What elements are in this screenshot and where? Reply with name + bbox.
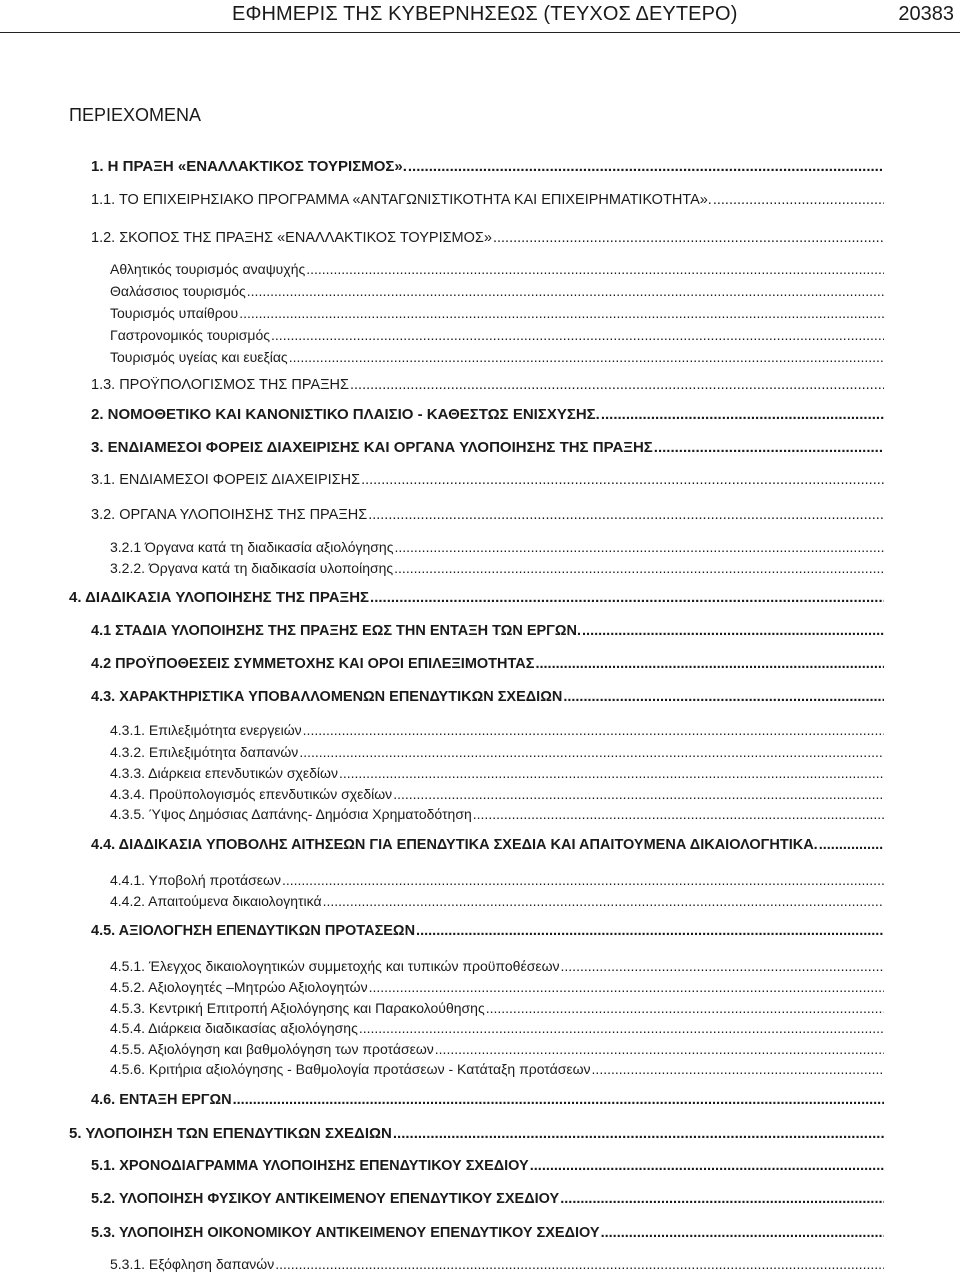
toc-entry-sub[interactable] — [110, 1041, 884, 1057]
toc-leader-dots — [359, 1020, 884, 1036]
toc-entry-sub[interactable] — [110, 806, 884, 822]
toc-leader-dots — [560, 1191, 884, 1207]
toc-entry-text: 4.5. ΑΞΙΟΛΟΓΗΣΗ ΕΠΕΝΔΥΤΙΚΩΝ ΠΡΟΤΑΣΕΩΝ — [91, 923, 416, 939]
toc-entry-text: 4. ΔΙΑΔΙΚΑΣΙΑ ΥΛΟΠΟΙΗΣΗΣ ΤΗΣ ΠΡΑΞΗΣ — [69, 589, 370, 606]
toc-entry-text: 4.2 ΠΡΟΫΠΟΘΕΣΕΙΣ ΣΥΜΜΕΤΟΧΗΣ ΚΑΙ ΟΡΟΙ ΕΠΙΛΕΞΙΜΟΤΗΤΑΣ — [91, 656, 535, 672]
toc-leader-dots — [339, 765, 884, 781]
toc-leader-dots — [592, 1061, 884, 1077]
toc-leader-dots — [239, 305, 884, 321]
toc-entry-sub[interactable] — [110, 872, 884, 888]
toc-leader-dots — [435, 1041, 884, 1057]
toc-entry-sub[interactable] — [110, 1020, 884, 1036]
toc-entry-sub[interactable] — [110, 765, 884, 781]
toc-leader-dots — [408, 158, 884, 175]
toc-entry-1[interactable] — [91, 158, 884, 175]
toc-entry-text: 3.2. ΟΡΓΑΝΑ ΥΛΟΠΟΙΗΣΗΣ ΤΗΣ ΠΡΑΞΗΣ — [91, 507, 368, 523]
toc-entry-text: Γαστρονομικός τουρισμός — [110, 327, 271, 343]
toc-entry-text: 4.5.3. Κεντρική Επιτροπή Αξιολόγησης και Παρακολούθησης — [110, 1000, 485, 1016]
toc-entry-2[interactable] — [91, 406, 884, 423]
toc-entry-text: 4.4.2. Απαιτούμενα δικαιολογητικά — [110, 893, 322, 909]
toc-leader-dots — [530, 1158, 884, 1174]
toc-entry-text: 4.3.4. Προϋπολογισμός επενδυτικών σχεδίων — [110, 786, 393, 802]
toc-entry-4-5[interactable] — [91, 923, 884, 939]
toc-leader-dots — [350, 377, 884, 393]
toc-entry-text: 5.1. ΧΡΟΝΟΔΙΑΓΡΑΜΜΑ ΥΛΟΠΟΙΗΣΗΣ ΕΠΕΝΔΥΤΙΚΟΥ ΣΧΕΔΙΟΥ — [91, 1158, 529, 1174]
toc-heading: ΠΕΡΙΕΧΟΜΕΝΑ — [69, 105, 202, 125]
toc-entry-5-3[interactable] — [91, 1225, 884, 1241]
toc-entry-4-6[interactable] — [91, 1092, 884, 1108]
toc-leader-dots — [394, 560, 884, 576]
toc-entry-text: 4.5.2. Αξιολογητές –Μητρώο Αξιολογητών — [110, 979, 368, 995]
toc-entry-text: 4.5.5. Αξιολόγηση και βαθμολόγηση των προτάσεων — [110, 1041, 434, 1057]
toc-entry-sub[interactable] — [110, 1061, 884, 1077]
toc-entry-4-1[interactable] — [91, 623, 884, 639]
toc-entry-sub[interactable] — [110, 349, 884, 365]
toc-leader-dots — [416, 923, 884, 939]
toc-entry-3[interactable] — [91, 439, 884, 456]
toc-leader-dots — [271, 327, 884, 343]
toc-leader-dots — [563, 689, 884, 705]
toc-entry-sub[interactable] — [110, 958, 884, 974]
toc-entry-4-3[interactable] — [91, 689, 884, 705]
toc-leader-dots — [289, 349, 884, 365]
toc-entry-text: 4.6. ΕΝΤΑΞΗ ΕΡΓΩΝ — [91, 1092, 232, 1108]
toc-entry-sub[interactable] — [110, 560, 884, 576]
toc-entry-text: 4.3.3. Διάρκεια επενδυτικών σχεδίων — [110, 765, 338, 781]
toc-entry-text: 5. ΥΛΟΠΟΙΗΣΗ ΤΩΝ ΕΠΕΝΔΥΤΙΚΩΝ ΣΧΕΔΙΩΝ — [69, 1125, 392, 1142]
toc-leader-dots — [601, 1225, 884, 1241]
toc-leader-dots — [819, 837, 884, 853]
toc-entry-text: 4.4.1. Υποβολή προτάσεων — [110, 872, 281, 888]
toc-leader-dots — [323, 893, 884, 909]
toc-entry-sub[interactable] — [110, 305, 884, 321]
toc-entry-text: Θαλάσσιος τουρισμός — [110, 283, 246, 299]
page-number: 20383 — [898, 3, 954, 25]
toc-entry-5[interactable] — [69, 1125, 884, 1142]
toc-entry-1-1[interactable] — [91, 192, 884, 208]
toc-leader-dots — [561, 958, 884, 974]
toc-entry-text: Αθλητικός τουρισμός αναψυχής — [110, 261, 306, 277]
toc-entry-sub[interactable] — [110, 283, 884, 299]
toc-entry-text: 1.2. ΣΚΟΠΟΣ ΤΗΣ ΠΡΑΞΗΣ «ΕΝΑΛΛΑΚΤΙΚΟΣ ΤΟΥΡΙΣΜΟΣ» — [91, 230, 492, 246]
toc-leader-dots — [299, 744, 884, 760]
toc-entry-sub[interactable] — [110, 261, 884, 277]
toc-entry-text: 3.2.1 Όργανα κατά τη διαδικασία αξιολόγησης — [110, 539, 394, 555]
toc-entry-text: 4.4. ΔΙΑΔΙΚΑΣΙΑ ΥΠΟΒΟΛΗΣ ΑΙΤΗΣΕΩΝ ΓΙΑ ΕΠΕΝΔΥΤΙΚΑ ΣΧΕΔΙΑ ΚΑΙ ΑΠΑΙΤΟΥΜΕΝΑ ΔΙΚΑΙΟΛΟΓΗΤΙΚΑ. — [91, 837, 818, 853]
toc-entry-text: Τουρισμός υπαίθρου — [110, 305, 239, 321]
toc-entry-1-2[interactable] — [91, 230, 884, 246]
toc-entry-sub[interactable] — [110, 744, 884, 760]
toc-leader-dots — [393, 1125, 884, 1142]
toc-entry-sub[interactable] — [110, 893, 884, 909]
toc-entry-sub[interactable] — [110, 722, 884, 738]
toc-leader-dots — [368, 507, 884, 523]
toc-entry-text: 1.3. ΠΡΟΫΠΟΛΟΓΙΣΜΟΣ ΤΗΣ ΠΡΑΞΗΣ — [91, 377, 349, 393]
toc-entry-text: 5.3. ΥΛΟΠΟΙΗΣΗ ΟΙΚΟΝΟΜΙΚΟΥ ΑΝΤΙΚΕΙΜΕΝΟΥ ΕΠΕΝΔΥΤΙΚΟΥ ΣΧΕΔΙΟΥ — [91, 1225, 600, 1241]
toc-entry-text: 1.1. ΤΟ ΕΠΙΧΕΙΡΗΣΙΑΚΟ ΠΡΟΓΡΑΜΜΑ «ΑΝΤΑΓΩΝΙΣΤΙΚΟΤΗΤΑ ΚΑΙ ΕΠΙΧΕΙΡΗΜΑΤΙΚΟΤΗΤΑ». — [91, 192, 712, 208]
toc-entry-sub[interactable] — [110, 1000, 884, 1016]
toc-leader-dots — [473, 806, 884, 822]
toc-leader-dots — [393, 786, 884, 802]
toc-leader-dots — [535, 656, 884, 672]
toc-leader-dots — [247, 283, 884, 299]
toc-leader-dots — [361, 472, 884, 488]
toc-entry-text: 2. ΝΟΜΟΘΕΤΙΚΟ ΚΑΙ ΚΑΝΟΝΙΣΤΙΚΟ ΠΛΑΙΣΙΟ - ΚΑΘΕΣΤΩΣ ΕΝΙΣΧΥΣΗΣ. — [91, 406, 600, 423]
toc-entry-sub[interactable] — [110, 1256, 884, 1272]
toc-entry-text: 4.3.2. Επιλεξιμότητα δαπανών — [110, 744, 299, 760]
toc-entry-text: 3.2.2. Όργανα κατά τη διαδικασία υλοποίησης — [110, 560, 394, 576]
toc-entry-text: 5.2. ΥΛΟΠΟΙΗΣΗ ΦΥΣΙΚΟΥ ΑΝΤΙΚΕΙΜΕΝΟΥ ΕΠΕΝΔΥΤΙΚΟΥ ΣΧΕΔΙΟΥ — [91, 1191, 560, 1207]
toc-entry-text: 4.3. ΧΑΡΑΚΤΗΡΙΣΤΙΚΑ ΥΠΟΒΑΛΛΟΜΕΝΩΝ ΕΠΕΝΔΥΤΙΚΩΝ ΣΧΕΔΙΩΝ — [91, 689, 563, 705]
toc-leader-dots — [493, 230, 884, 246]
toc-leader-dots — [275, 1256, 884, 1272]
toc-entry-text: 4.5.6. Κριτήρια αξιολόγησης - Βαθμολογία προτάσεων - Κατάταξη προτάσεων — [110, 1061, 591, 1077]
toc-entry-sub[interactable] — [110, 327, 884, 343]
toc-leader-dots — [601, 406, 884, 423]
gazette-title: ΕΦΗΜΕΡΙΣ ΤΗΣ ΚΥΒΕΡΝΗΣΕΩΣ (ΤΕΥΧΟΣ ΔΕΥΤΕΡΟ) — [232, 3, 738, 25]
toc-leader-dots — [233, 1092, 884, 1108]
toc-entry-text: 4.3.1. Επιλεξιμότητα ενεργειών — [110, 722, 302, 738]
toc-leader-dots — [713, 192, 884, 208]
toc-leader-dots — [282, 872, 884, 888]
toc-entry-sub[interactable] — [110, 979, 884, 995]
toc-entry-4[interactable] — [69, 589, 884, 606]
toc-entry-text: 4.5.1. Έλεγχος δικαιολογητικών συμμετοχής και τυπικών προϋποθέσεων — [110, 958, 560, 974]
toc-entry-text: 4.1 ΣΤΑΔΙΑ ΥΛΟΠΟΙΗΣΗΣ ΤΗΣ ΠΡΑΞΗΣ ΕΩΣ ΤΗΝ ΕΝΤΑΞΗ ΤΩΝ ΕΡΓΩΝ. — [91, 623, 582, 639]
toc-entry-3-1[interactable] — [91, 472, 884, 488]
toc-leader-dots — [306, 261, 884, 277]
toc-leader-dots — [582, 623, 884, 639]
toc-entry-4-2[interactable] — [91, 656, 884, 672]
toc-entry-sub[interactable] — [110, 539, 884, 555]
toc-entry-text: 4.3.5. Ύψος Δημόσιας Δαπάνης- Δημόσια Χρηματοδότηση — [110, 806, 472, 822]
toc-leader-dots — [303, 722, 884, 738]
toc-entry-sub[interactable] — [110, 786, 884, 802]
toc-leader-dots — [486, 1000, 884, 1016]
toc-entry-4-4[interactable] — [91, 837, 884, 853]
toc-leader-dots — [394, 539, 884, 555]
toc-entry-text: Τουρισμός υγείας και ευεξίας — [110, 349, 288, 365]
toc-entry-1-3[interactable] — [91, 377, 884, 393]
toc-leader-dots — [370, 589, 884, 606]
toc-entry-text: 1. Η ΠΡΑΞΗ «ΕΝΑΛΛΑΚΤΙΚΟΣ ΤΟΥΡΙΣΜΟΣ». — [91, 158, 407, 175]
toc-leader-dots — [654, 439, 884, 456]
toc-leader-dots — [369, 979, 884, 995]
toc-entry-text: 4.5.4. Διάρκεια διαδικασίας αξιολόγησης — [110, 1020, 358, 1036]
toc-entry-5-1[interactable] — [91, 1158, 884, 1174]
toc-entry-text: 3. ΕΝΔΙΑΜΕΣΟΙ ΦΟΡΕΙΣ ΔΙΑΧΕΙΡΙΣΗΣ ΚΑΙ ΟΡΓΑΝΑ ΥΛΟΠΟΙΗΣΗΣ ΤΗΣ ΠΡΑΞΗΣ — [91, 439, 653, 456]
toc-entry-text: 3.1. ΕΝΔΙΑΜΕΣΟΙ ΦΟΡΕΙΣ ΔΙΑΧΕΙΡΙΣΗΣ — [91, 472, 361, 488]
toc-entry-text: 5.3.1. Εξόφληση δαπανών — [110, 1256, 275, 1272]
toc-entry-5-2[interactable] — [91, 1191, 884, 1207]
toc-entry-3-2[interactable] — [91, 507, 884, 523]
